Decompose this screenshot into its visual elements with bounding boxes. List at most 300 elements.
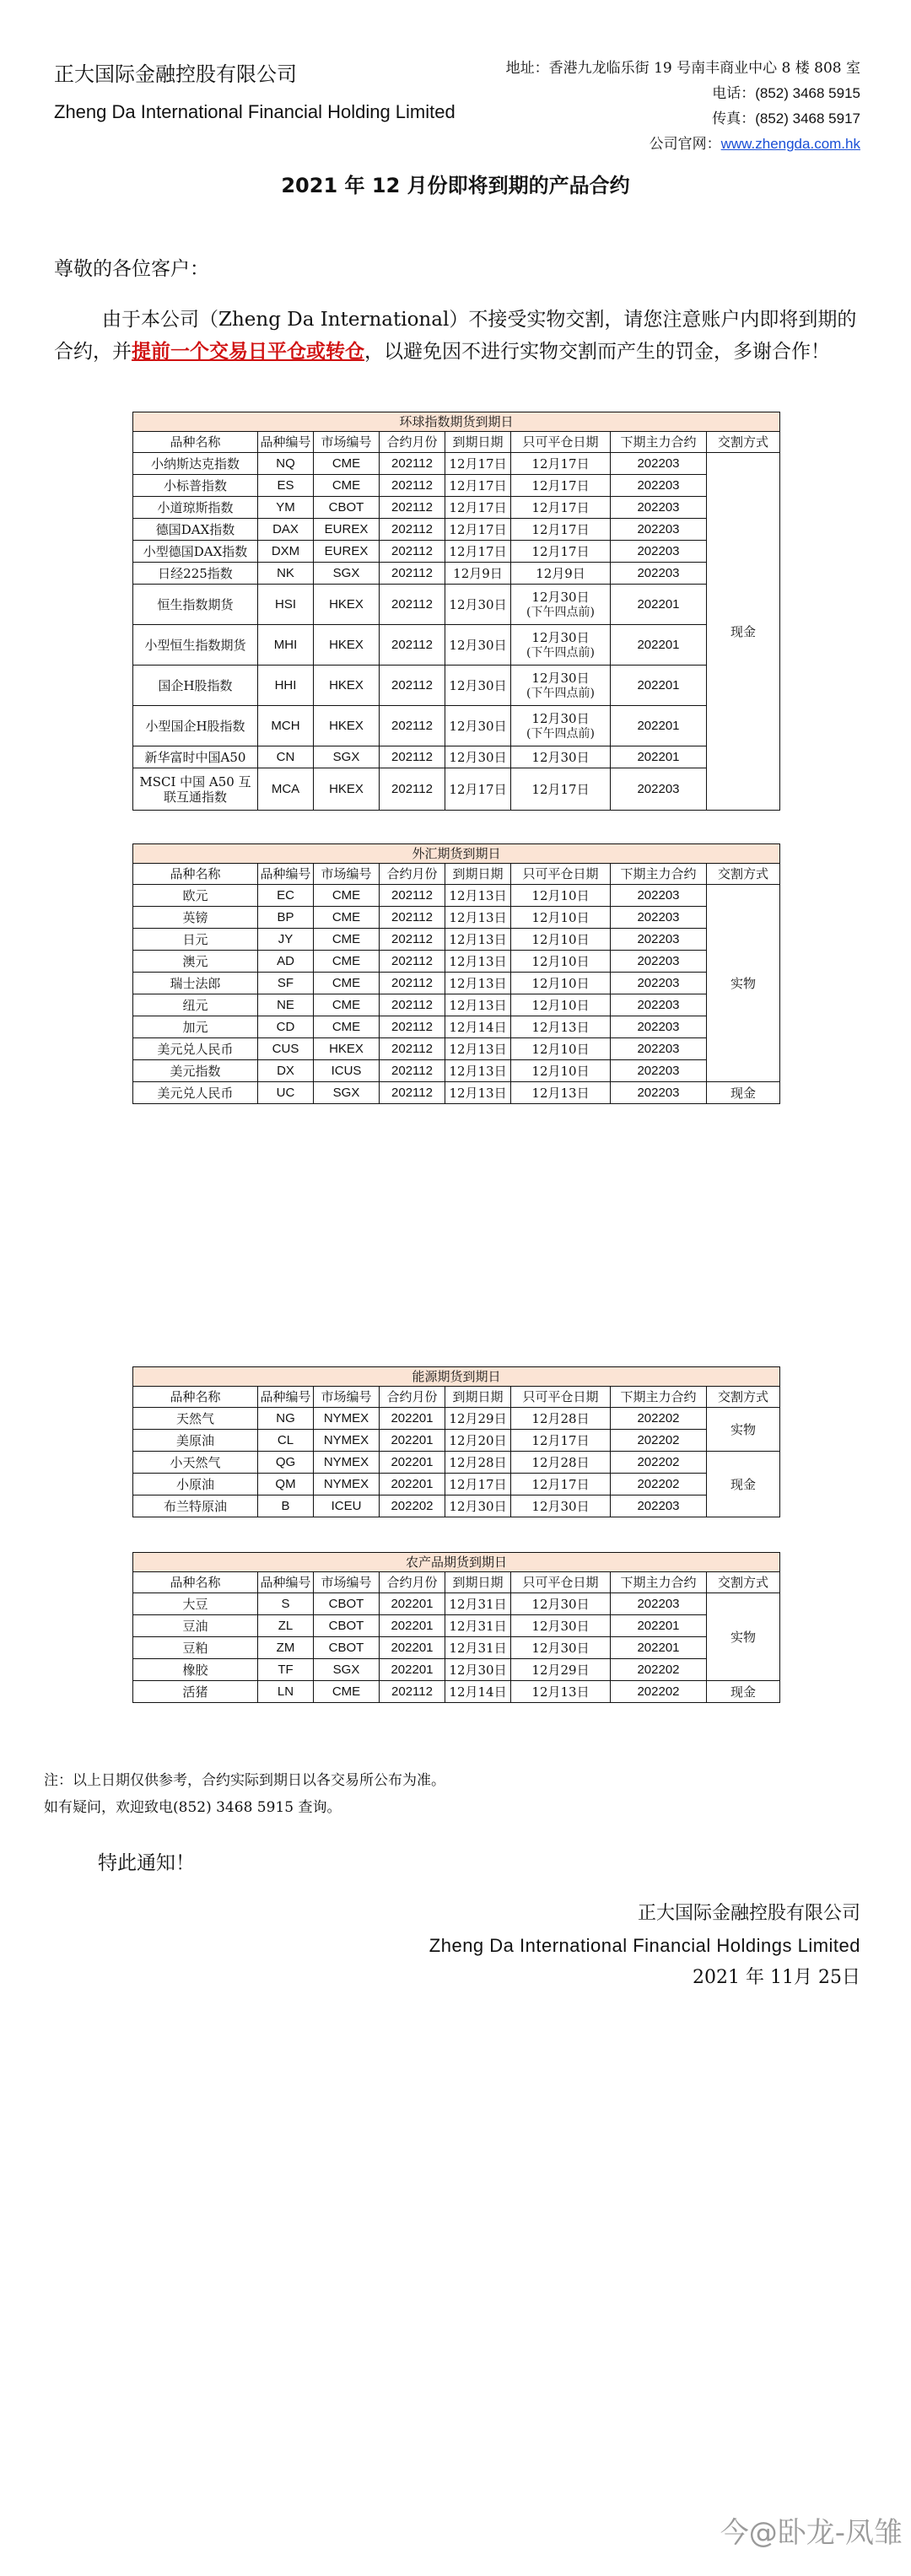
close-only-date [511,1474,611,1495]
expiry-date: 12月13日 [445,994,511,1016]
column-header: 交割方式 [707,1572,780,1593]
expiry-date: 12月17日 [445,475,511,497]
column-header: 合约月份 [380,1387,445,1408]
expiry-date: 12月31日 [445,1637,511,1659]
expiry-date: 12月30日 [445,746,511,768]
contract-month: 202112 [380,453,445,475]
contract-month: 202112 [380,1016,445,1038]
product-code: JY [258,929,314,951]
next-main-contract: 202201 [611,625,707,666]
close-only-date [511,453,611,475]
product-name: 英镑 [133,907,258,929]
contract-month: 202112 [380,746,445,768]
product-code: CD [258,1016,314,1038]
contract-month: 202112 [380,1681,445,1703]
table-row [133,1038,780,1060]
next-main-contract: 202201 [611,666,707,706]
exchange-code: CME [314,907,380,929]
letterhead [0,0,911,160]
next-main-contract: 202201 [611,1637,707,1659]
column-header: 市场编号 [314,1387,380,1408]
delivery-method: 现金 [707,453,780,811]
expiry-date: 12月13日 [445,973,511,994]
expiry-date: 12月17日 [445,768,511,811]
table-row [133,929,780,951]
address-line: 地址：香港九龙临乐街 19 号南丰商业中心 8 楼 808 室 [505,60,860,77]
close-only-date-value: 12月17日 [531,521,590,537]
close-only-date-note: (下午四点前) [526,726,595,741]
product-code: DX [258,1060,314,1082]
expiry-date: 12月17日 [445,519,511,541]
table-caption-row [133,844,780,864]
close-only-date-value: 12月28日 [531,1410,590,1426]
phone-line: 电话：(852) 3468 5915 [712,85,860,102]
product-name: 天然气 [133,1408,258,1430]
column-header: 品种编号 [258,864,314,885]
product-code: AD [258,951,314,973]
column-header: 品种编号 [258,432,314,453]
product-code: TF [258,1659,314,1681]
expiry-date: 12月31日 [445,1615,511,1637]
delivery-method: 实物 [707,1408,780,1452]
next-main-contract: 202202 [611,1408,707,1430]
contract-month: 202112 [380,541,445,563]
contract-month: 202112 [380,768,445,811]
table-row [133,563,780,585]
footnote-line-1: 注：以上日期仅供参考，合约实际到期日以各交易所公布为准。 [44,1772,445,1789]
exchange-code: HKEX [314,585,380,625]
company-name-en: Zheng Da International Financial Holding Limited [54,101,456,122]
close-only-date-value: 12月17日 [531,499,590,515]
next-main-contract: 202203 [611,1495,707,1517]
next-main-contract: 202203 [611,1038,707,1060]
contract-month: 202201 [380,1615,445,1637]
expiry-date: 12月13日 [445,885,511,907]
contract-month: 202201 [380,1452,445,1474]
column-header: 只可平仓日期 [511,1387,611,1408]
product-name: 活猪 [133,1681,258,1703]
table-header-row [133,1572,780,1593]
close-only-date [511,666,611,706]
table-row [133,519,780,541]
product-name: 豆油 [133,1615,258,1637]
next-main-contract: 202203 [611,541,707,563]
expiry-date: 12月13日 [445,1038,511,1060]
delivery-method: 现金 [707,1681,780,1703]
close-only-date-value: 12月13日 [531,1684,590,1700]
close-only-date-value: 12月17日 [531,1432,590,1448]
expiry-date: 12月13日 [445,907,511,929]
column-header: 品种名称 [133,1572,258,1593]
close-only-date-value: 12月29日 [531,1662,590,1678]
product-name: 大豆 [133,1593,258,1615]
exchange-code: CBOT [314,1637,380,1659]
column-header: 市场编号 [314,864,380,885]
column-header: 下期主力合约 [611,1387,707,1408]
product-name: 加元 [133,1016,258,1038]
exchange-code: NYMEX [314,1430,380,1452]
product-name: 日元 [133,929,258,951]
expiry-date: 12月30日 [445,1495,511,1517]
close-only-date [511,706,611,746]
agri-futures-table [132,1552,780,1703]
product-name: 纽元 [133,994,258,1016]
column-header: 交割方式 [707,864,780,885]
expiry-date: 12月13日 [445,1060,511,1082]
exchange-code: SGX [314,563,380,585]
next-main-contract: 202201 [611,746,707,768]
expiry-date: 12月13日 [445,929,511,951]
close-only-date-value: 12月10日 [531,909,590,925]
product-name: 美元兑人民币 [133,1082,258,1104]
exchange-code: CBOT [314,497,380,519]
signature-block [429,1898,860,1994]
close-only-date [511,1593,611,1615]
table-row [133,706,780,746]
table-row [133,497,780,519]
next-main-contract: 202203 [611,929,707,951]
product-code: UC [258,1082,314,1104]
exchange-code: CME [314,885,380,907]
contract-month: 202201 [380,1593,445,1615]
exchange-code: NYMEX [314,1474,380,1495]
next-main-contract: 202203 [611,1593,707,1615]
exchange-code: CME [314,973,380,994]
table-row [133,994,780,1016]
product-code: CL [258,1430,314,1452]
contract-month: 202112 [380,497,445,519]
product-name: 小纳斯达克指数 [133,453,258,475]
exchange-code: NYMEX [314,1452,380,1474]
column-header: 品种名称 [133,864,258,885]
next-main-contract: 202203 [611,475,707,497]
table-row [133,768,780,811]
expiry-date: 12月20日 [445,1430,511,1452]
next-main-contract: 202203 [611,563,707,585]
close-only-date-value: 12月30日 [531,1618,590,1634]
contract-month: 202112 [380,519,445,541]
table-row [133,1659,780,1681]
product-name: 小型恒生指数期货 [133,625,258,666]
product-code: DAX [258,519,314,541]
table-row [133,1408,780,1430]
table-row [133,1082,780,1104]
column-header: 品种编号 [258,1387,314,1408]
next-main-contract: 202203 [611,1082,707,1104]
next-main-contract: 202203 [611,1060,707,1082]
table-row [133,1681,780,1703]
expiry-date: 12月17日 [445,453,511,475]
product-name: 恒生指数期货 [133,585,258,625]
product-code: LN [258,1681,314,1703]
exchange-code: EUREX [314,519,380,541]
close-only-date-value: 12月30日 [531,1498,590,1514]
body-paragraph: 由于本公司（Zheng Da International）不接受实物交割，请您注意账户内即将到期的合约，并提前一个交易日平仓或转仓，以避免因不进行实物交割而产生的罚金，多谢合作！ [54,309,857,363]
close-only-date [511,994,611,1016]
table-row [133,625,780,666]
exchange-code: CME [314,475,380,497]
close-only-date-value: 12月10日 [531,931,590,947]
exchange-code: ICUS [314,1060,380,1082]
phone: (852) 3468 5915 [755,85,860,101]
product-name: 德国DAX指数 [133,519,258,541]
next-main-contract: 202203 [611,768,707,811]
table-header-row [133,1387,780,1408]
close-only-date [511,1615,611,1637]
column-header: 合约月份 [380,432,445,453]
product-code: S [258,1593,314,1615]
product-name: 美元指数 [133,1060,258,1082]
close-only-date-note: (下午四点前) [526,605,595,619]
signature-cn: 正大国际金融控股有限公司 [637,1903,860,1924]
contract-month: 202201 [380,1408,445,1430]
contract-month: 202202 [380,1495,445,1517]
close-only-date [511,497,611,519]
contract-month: 202112 [380,973,445,994]
close-only-date-value: 12月30日 [531,629,590,645]
product-code: EC [258,885,314,907]
table-row [133,585,780,625]
contract-month: 202112 [380,475,445,497]
contract-month: 202112 [380,666,445,706]
exchange-code: HKEX [314,706,380,746]
exchange-code: CBOT [314,1615,380,1637]
table-row [133,1637,780,1659]
contract-month: 202112 [380,994,445,1016]
signature-date: 2021 年 11月 25日 [693,1967,860,1988]
product-name: 小天然气 [133,1452,258,1474]
close-only-date [511,929,611,951]
exchange-code: CME [314,1681,380,1703]
contract-month: 202112 [380,706,445,746]
product-code: HHI [258,666,314,706]
product-code: BP [258,907,314,929]
exchange-code: HKEX [314,1038,380,1060]
next-main-contract: 202201 [611,1615,707,1637]
product-code: ZL [258,1615,314,1637]
table-row [133,541,780,563]
contract-month: 202201 [380,1659,445,1681]
table-row [133,453,780,475]
expiry-date: 12月30日 [445,706,511,746]
product-code: CUS [258,1038,314,1060]
table-row [133,1016,780,1038]
watermark: 今@卧龙-凤雏 [720,2516,903,2550]
contract-month: 202112 [380,951,445,973]
next-main-contract: 202201 [611,585,707,625]
contract-month: 202112 [380,1082,445,1104]
product-name: 美元兑人民币 [133,1038,258,1060]
contract-month: 202112 [380,585,445,625]
next-main-contract: 202203 [611,973,707,994]
column-header: 只可平仓日期 [511,432,611,453]
expiry-date: 12月30日 [445,1659,511,1681]
product-code: NK [258,563,314,585]
fax-line: 传真：(852) 3468 5917 [712,110,860,127]
product-code: B [258,1495,314,1517]
close-only-date-value: 12月17日 [531,1476,590,1492]
column-header: 市场编号 [314,1572,380,1593]
table-row [133,1495,780,1517]
product-name: MSCI 中国 A50 互联互通指数 [133,768,258,811]
column-header: 交割方式 [707,432,780,453]
product-code: ES [258,475,314,497]
close-only-date-value: 12月30日 [531,670,590,686]
fx-futures-table [132,843,780,1104]
close-only-date-note: (下午四点前) [526,686,595,700]
next-main-contract: 202201 [611,706,707,746]
column-header: 合约月份 [380,1572,445,1593]
exchange-code: HKEX [314,666,380,706]
product-code: NE [258,994,314,1016]
exchange-code: SGX [314,1659,380,1681]
table-row [133,1474,780,1495]
table-caption-row [133,412,780,432]
expiry-date: 12月17日 [445,1474,511,1495]
close-only-date [511,625,611,666]
exchange-code: CBOT [314,1593,380,1615]
product-code: MCA [258,768,314,811]
footnote [44,1767,445,1821]
product-code: HSI [258,585,314,625]
table-header-row [133,864,780,885]
close-only-date [511,1430,611,1452]
close-only-date-value: 12月17日 [531,477,590,493]
close-only-date [511,1452,611,1474]
exchange-code: ICEU [314,1495,380,1517]
expiry-date: 12月31日 [445,1593,511,1615]
product-code: ZM [258,1637,314,1659]
table-caption: 外汇期货到期日 [133,844,780,864]
column-header: 合约月份 [380,864,445,885]
next-main-contract: 202203 [611,1016,707,1038]
product-code: QG [258,1452,314,1474]
close-only-date [511,585,611,625]
contract-month: 202112 [380,885,445,907]
column-header: 只可平仓日期 [511,864,611,885]
contact-block [506,56,860,157]
close-only-date [511,768,611,811]
column-header: 到期日期 [445,432,511,453]
table-row [133,1615,780,1637]
close-only-date-value: 12月30日 [531,589,590,605]
table-row [133,973,780,994]
close-only-date-value: 12月9日 [536,565,585,581]
product-code: MCH [258,706,314,746]
exchange-code: EUREX [314,541,380,563]
exchange-code: NYMEX [314,1408,380,1430]
next-main-contract: 202203 [611,994,707,1016]
close-only-date [511,1060,611,1082]
table-row [133,885,780,907]
close-only-date [511,973,611,994]
expiry-date: 12月9日 [445,563,511,585]
website-line: 公司官网：www.zhengda.com.hk [649,136,860,153]
table-row [133,746,780,768]
close-only-date [511,1495,611,1517]
product-name: 新华富时中国A50 [133,746,258,768]
table-caption: 能源期货到期日 [133,1367,780,1387]
close-only-date [511,1016,611,1038]
contract-month: 202201 [380,1474,445,1495]
next-main-contract: 202203 [611,519,707,541]
table-row [133,1593,780,1615]
close-only-date [511,885,611,907]
expiry-date: 12月13日 [445,1082,511,1104]
exchange-code: CME [314,929,380,951]
column-header: 市场编号 [314,432,380,453]
column-header: 只可平仓日期 [511,1572,611,1593]
product-name: 日经225指数 [133,563,258,585]
expiry-date: 12月30日 [445,666,511,706]
contract-month: 202201 [380,1637,445,1659]
close-only-date [511,1038,611,1060]
delivery-method: 现金 [707,1082,780,1104]
close-only-date [511,1659,611,1681]
table-row [133,475,780,497]
table-row [133,1060,780,1082]
exchange-code: CME [314,1016,380,1038]
exchange-code: SGX [314,746,380,768]
close-only-date [511,1681,611,1703]
product-name: 欧元 [133,885,258,907]
delivery-method: 现金 [707,1452,780,1517]
next-main-contract: 202203 [611,907,707,929]
expiry-date: 12月13日 [445,951,511,973]
close-only-date [511,1408,611,1430]
delivery-method: 实物 [707,1593,780,1681]
contract-month: 202201 [380,1430,445,1452]
contract-month: 202112 [380,1038,445,1060]
product-name: 美原油 [133,1430,258,1452]
product-code: MHI [258,625,314,666]
exchange-code: CME [314,994,380,1016]
close-only-date [511,907,611,929]
table-row [133,1452,780,1474]
table-caption: 农产品期货到期日 [133,1553,780,1572]
close-only-date-value: 12月17日 [531,455,590,472]
contract-month: 202112 [380,1060,445,1082]
close-only-date-value: 12月13日 [531,1019,590,1035]
column-header: 下期主力合约 [611,864,707,885]
product-name: 橡胶 [133,1659,258,1681]
close-only-date [511,951,611,973]
close-only-date-value: 12月30日 [531,710,590,726]
contract-month: 202112 [380,907,445,929]
closing-notice: 特此通知！ [98,1852,195,1874]
expiry-date: 12月14日 [445,1681,511,1703]
close-only-date [511,541,611,563]
next-main-contract: 202203 [611,951,707,973]
close-only-date-value: 12月10日 [531,1063,590,1079]
expiry-date: 12月17日 [445,497,511,519]
product-name: 布兰特原油 [133,1495,258,1517]
next-main-contract: 202202 [611,1452,707,1474]
product-name: 小型国企H股指数 [133,706,258,746]
close-only-date [511,1082,611,1104]
index-futures-table [132,412,780,811]
close-only-date [511,1637,611,1659]
product-code: SF [258,973,314,994]
product-name: 小原油 [133,1474,258,1495]
column-header: 品种名称 [133,1387,258,1408]
close-only-date [511,563,611,585]
website-link[interactable]: www.zhengda.com.hk [720,136,860,152]
document-title: 2021 年 12 月份即将到期的产品合约 [281,174,630,197]
column-header: 到期日期 [445,1387,511,1408]
column-header: 品种名称 [133,432,258,453]
table-row [133,907,780,929]
